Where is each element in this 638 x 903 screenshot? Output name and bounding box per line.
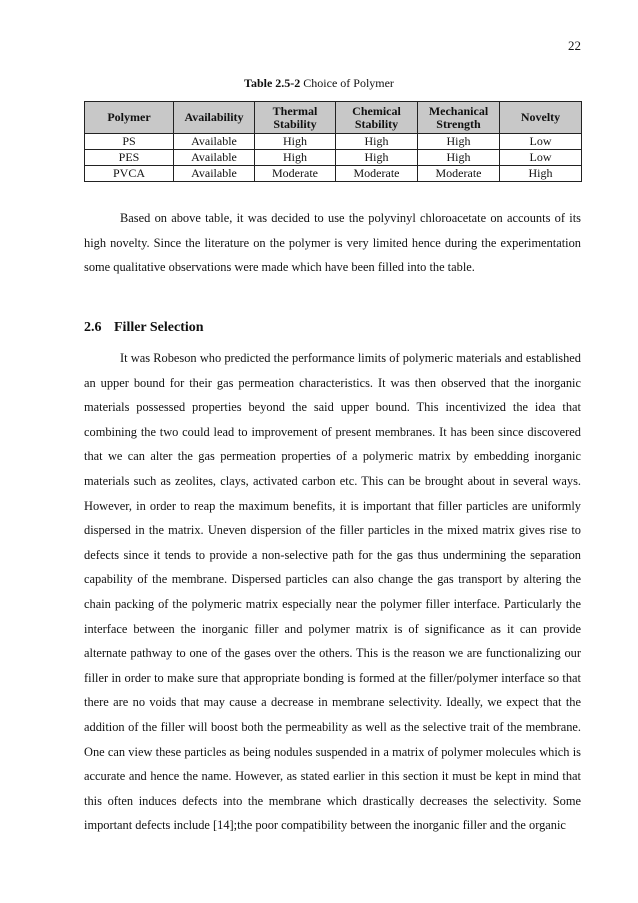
section-title: Filler Selection bbox=[114, 320, 204, 335]
table-cell: Moderate bbox=[336, 166, 418, 182]
table-cell: High bbox=[418, 134, 500, 150]
table-row bbox=[85, 166, 582, 182]
body-paragraph-1-block bbox=[84, 206, 581, 280]
table-cell: High bbox=[255, 150, 336, 166]
table-cell: Available bbox=[174, 134, 255, 150]
table-cell: Low bbox=[500, 134, 582, 150]
table-row bbox=[85, 134, 582, 150]
table-header-row bbox=[85, 102, 582, 134]
table-cell: PES bbox=[85, 150, 174, 166]
column-header-novelty: Novelty bbox=[500, 102, 582, 134]
table-caption bbox=[0, 76, 638, 91]
column-header-thermal-stability: Thermal Stability bbox=[255, 102, 336, 134]
table-cell: PVCA bbox=[85, 166, 174, 182]
section-heading bbox=[84, 320, 204, 336]
table-cell: High bbox=[336, 150, 418, 166]
table-cell: High bbox=[418, 150, 500, 166]
table-caption-label: Table 2.5-2 bbox=[244, 76, 301, 90]
column-header-chemical-stability: Chemical Stability bbox=[336, 102, 418, 134]
column-header-polymer: Polymer bbox=[85, 102, 174, 134]
table-row bbox=[85, 150, 582, 166]
table-caption-text: Choice of Polymer bbox=[300, 76, 394, 90]
body-paragraph: It was Robeson who predicted the performance limits of polymeric materials and established an upper bound for their gas permeation characteristics. It was then observed that the inorganic materials possessed properties beyond the said upper bound. This incentivized the idea that combining the two could lead to improvement of present membranes. It has been since discovered that we can alter the gas permeation properties of a polymeric matrix by embedding inorganic materials such as zeolites, clays, activated carbon etc. This can be brought about in several ways. However, in order to reap the maximum benefits, it is important that filler particles are uniformly dispersed in the matrix. Uneven dispersion of the filler particles in the mixed matrix gives rise to defects since it tends to provide a non-selective path for the gas thus undermining the separation capability of the membrane. Dispersed particles can also change the gas transport by altering the chain packing of the polymeric matrix especially near the polymer filler interface. Particularly the interface between the inorganic filler and polymer matrix is of significance as it can provide alternate pathway to one of the gases over the others. This is the reason we are functionalizing our filler in order to make sure that appropriate bonding is formed at the filler/polymer interface so that there are no voids that may cause a decrease in membrane selectivity. Ideally, we expect that the addition of the filler will boost both the permeability as well as the selective trait of the membrane. One can view these particles as being nodules suspended in a matrix of polymer molecules which is accurate and hence the name. However, as stated earlier in this section it must be kept in mind that this often induces defects into the membrane which drastically decreases the selectivity. Some important defects include [14];the poor compatibility between the inorganic filler and the organic bbox=[84, 351, 581, 833]
table-cell: High bbox=[500, 166, 582, 182]
table-cell: High bbox=[255, 134, 336, 150]
column-header-availability: Availability bbox=[174, 102, 255, 134]
table-cell: Moderate bbox=[255, 166, 336, 182]
column-header-mechanical-strength: Mechanical Strength bbox=[418, 102, 500, 134]
body-paragraph: Based on above table, it was decided to use the polyvinyl chloroacetate on accounts of its high novelty. Since the literature on the polymer is very limited hence during the experimentation some qualitative observations were made which have been filled into the table. bbox=[84, 211, 581, 275]
body-paragraph-2-block bbox=[84, 346, 581, 838]
polymer-choice-table bbox=[84, 101, 582, 182]
page-number: 22 bbox=[568, 38, 581, 53]
table-cell: Moderate bbox=[418, 166, 500, 182]
table-cell: PS bbox=[85, 134, 174, 150]
table-cell: Low bbox=[500, 150, 582, 166]
table-cell: Available bbox=[174, 150, 255, 166]
section-number: 2.6 bbox=[84, 320, 102, 335]
table-cell: High bbox=[336, 134, 418, 150]
table-cell: Available bbox=[174, 166, 255, 182]
